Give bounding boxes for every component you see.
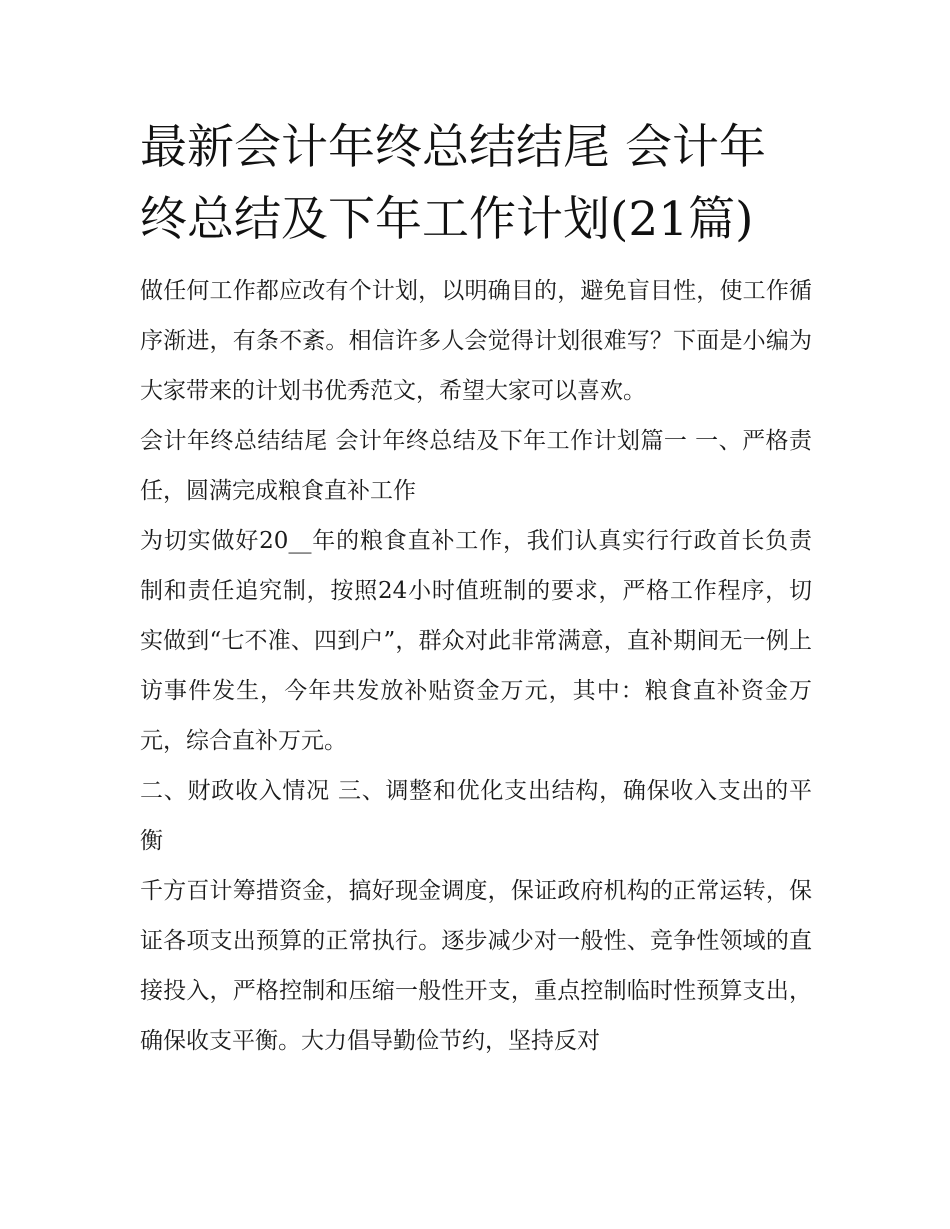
document-title: 最新会计年终总结结尾 会计年终总结及下年工作计划(21篇) bbox=[140, 120, 766, 247]
paragraph-grain-subsidy: 为切实做好20__年的粮食直补工作，我们认真实行行政首长负责制和责任追究制，按照24小时值班制的要求，严格工作程序，切实做到“七不准、四到户”，群众对此非常满意，直补期间无一例上访事件发生，今年共发放补贴资金万元，其中：粮食直补资金万元，综合直补万元。 bbox=[140, 528, 812, 754]
paragraph-section-heading-1: 会计年终总结结尾 会计年终总结及下年工作计划篇一 一、严格责任，圆满完成粮食直补工作 bbox=[140, 428, 812, 504]
paragraph-intro: 做任何工作都应改有个计划，以明确目的，避免盲目性，使工作循序渐进，有条不紊。相信许多人会觉得计划很难写？下面是小编为大家带来的计划书优秀范文，希望大家可以喜欢。 bbox=[140, 278, 812, 404]
paragraph-section-heading-2: 二、财政收入情况 三、调整和优化支出结构，确保收入支出的平衡 bbox=[140, 778, 812, 854]
paragraph-fund-raising: 千方百计筹措资金，搞好现金调度，保证政府机构的正常运转，保证各项支出预算的正常执行。逐步减少对一般性、竞争性领域的直接投入，严格控制和压缩一般性开支，重点控制临时性预算支出，确保收支平衡。大力倡导勤俭节约，坚持反对 bbox=[140, 878, 812, 1054]
document-page bbox=[140, 112, 812, 1066]
